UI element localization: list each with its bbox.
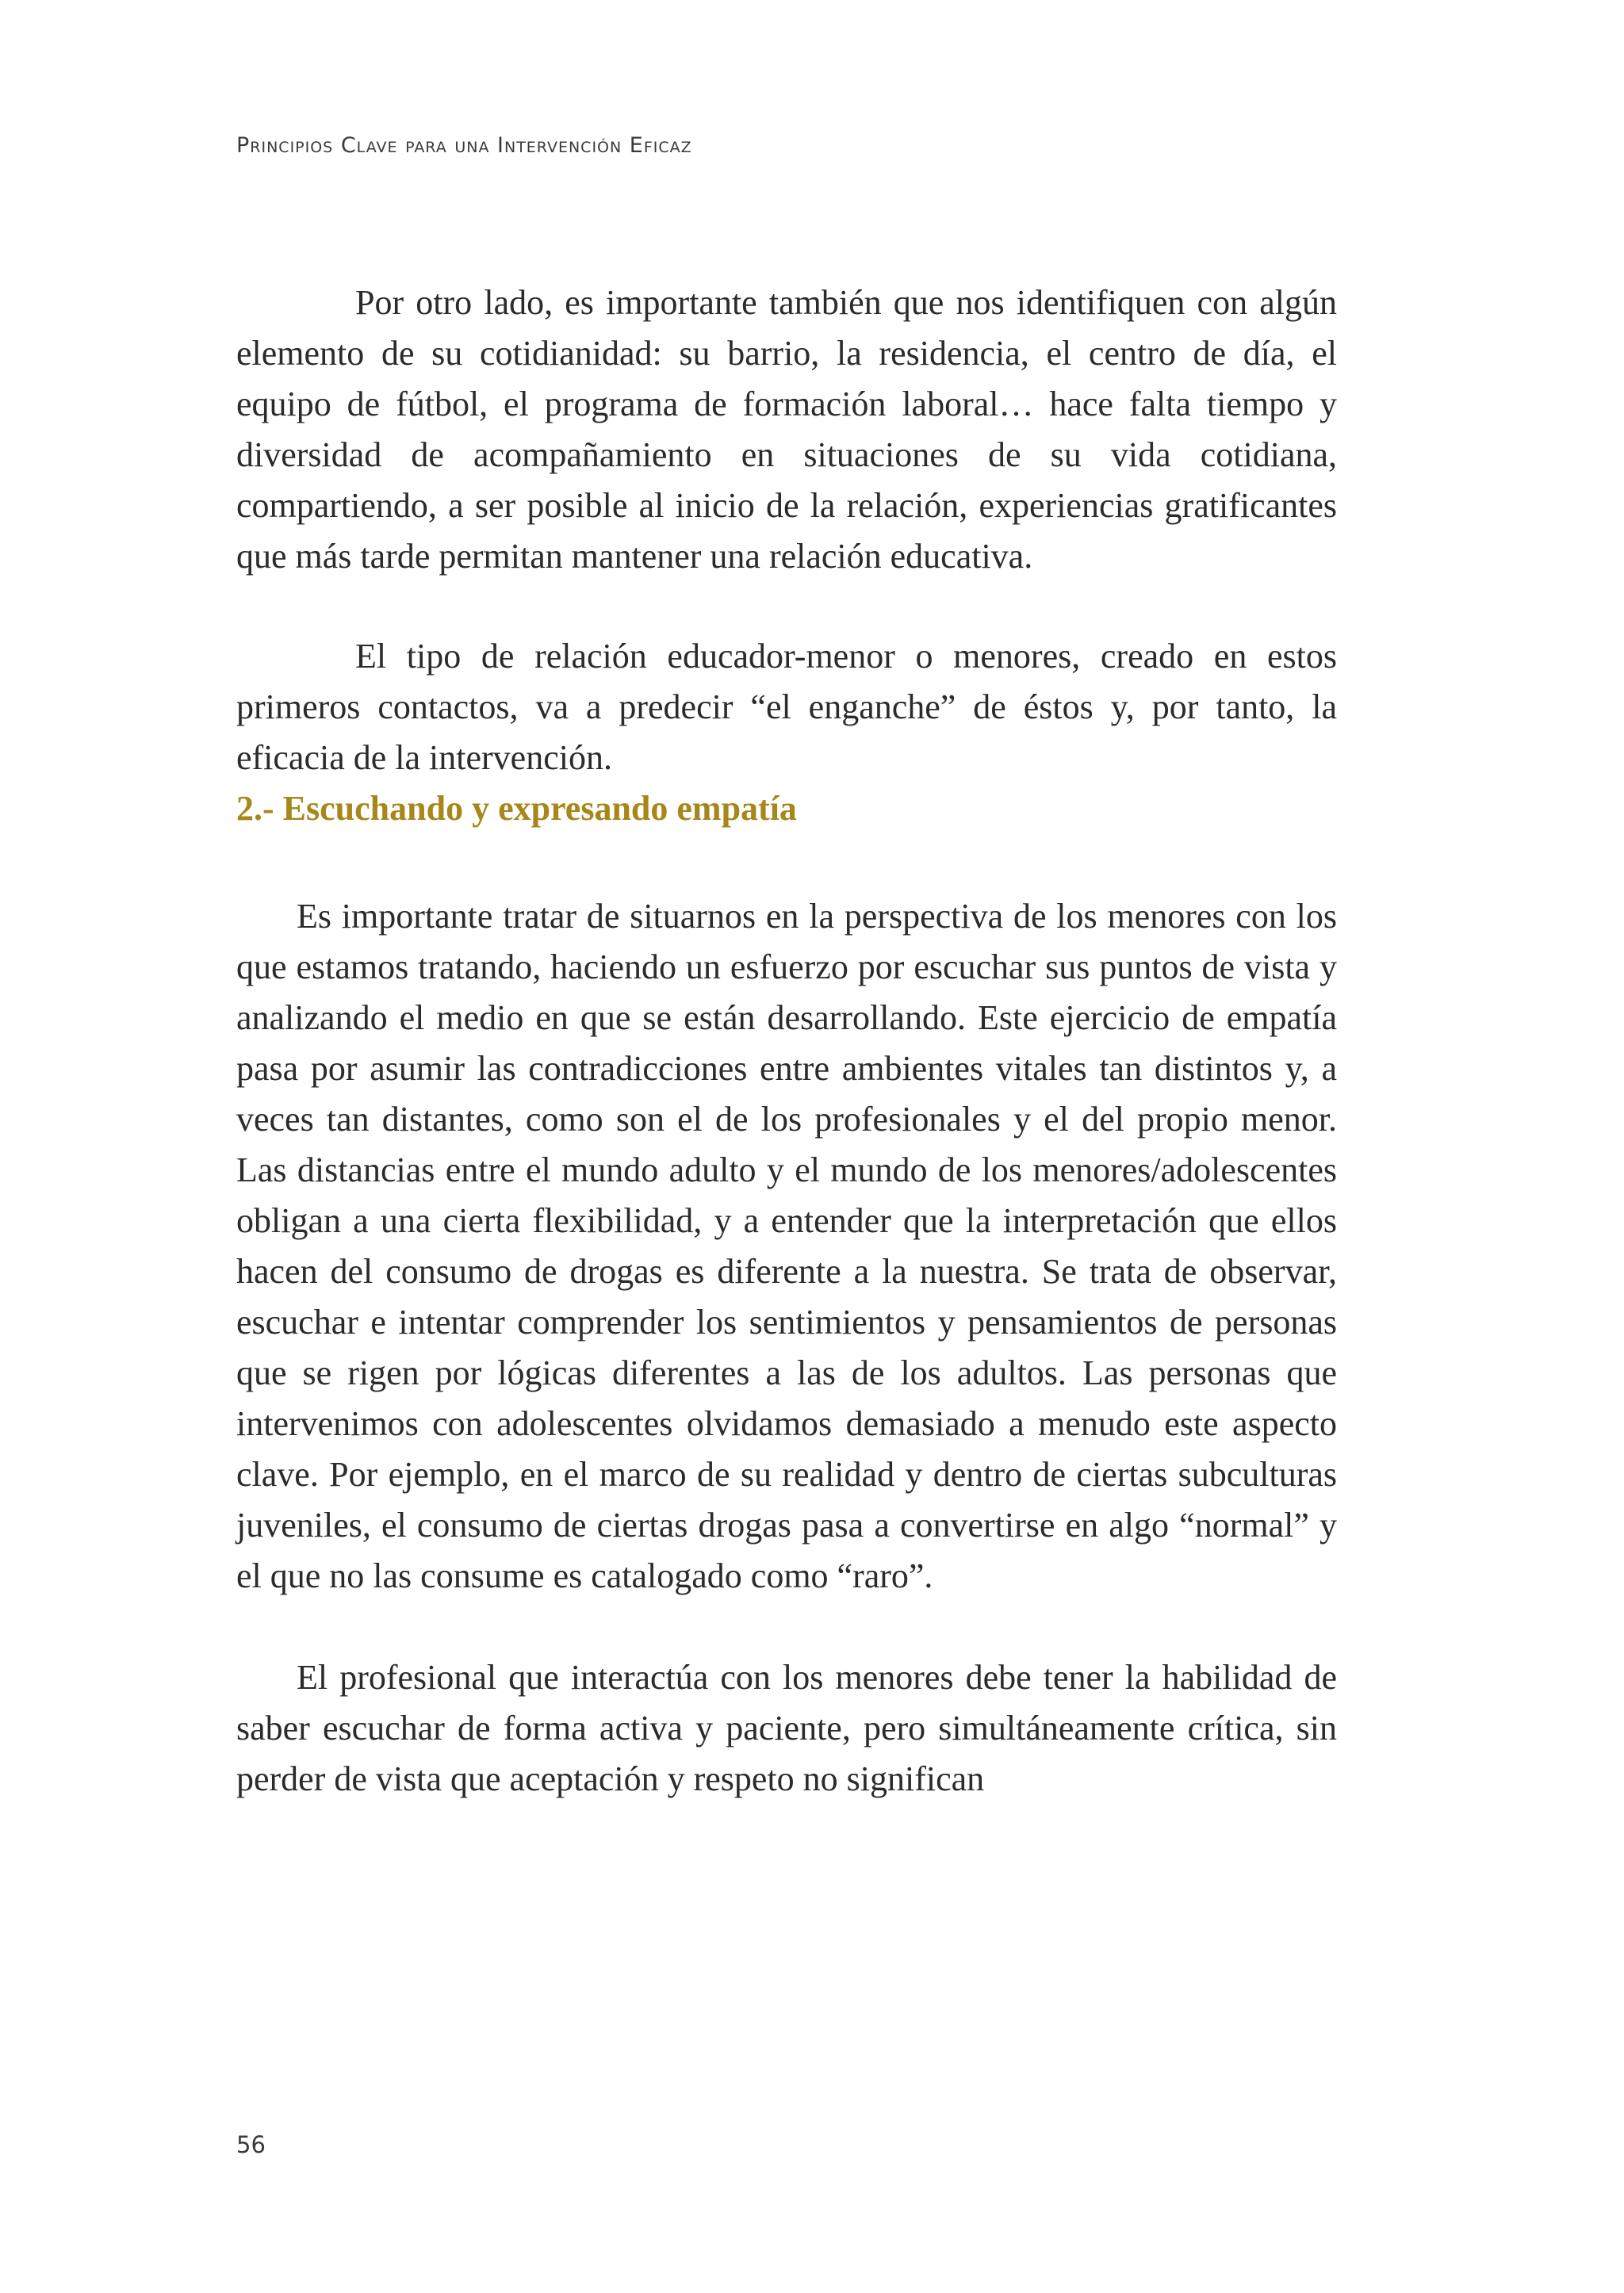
body-paragraph-4: El profesional que interactúa con los menores debe tener la habilidad de saber escuchar de forma activa y paciente, pero simultáneamente crítica, sin perder de vista que aceptación y respeto no significan: [236, 1658, 1337, 1798]
body-paragraph-1: Por otro lado, es importante también que nos identifiquen con algún elemento de su cotidianidad: su barrio, la residencia, el centro de día, el equipo de fútbol, el programa de formación laboral… hace falta tiempo y diversidad de acompañamiento en situaciones de su vida cotidiana, compartiendo, a ser posible al inicio de la relación, experiencias gratificantes que más tarde permitan mantener una relación educativa.: [236, 283, 1337, 576]
body-paragraph-3: Es importante tratar de situarnos en la perspectiva de los menores con los que estamos tratando, haciendo un esfuerzo por escuchar sus puntos de vista y analizando el medio en que se están desarrollando. Este ejercicio de empatía pasa por asumir las contradicciones entre ambientes vitales tan distintos y, a veces tan distantes, como son el de los profesionales y el del propio menor. Las distancias entre el mundo adulto y el mundo de los menores/adolescentes obligan a una cierta flexibilidad, y a entender que la interpretación que ellos hacen del consumo de drogas es diferente a la nuestra. Se trata de observar, escuchar e intentar comprender los sentimientos y pensamientos de personas que se rigen por lógicas diferentes a las de los adultos. Las personas que intervenimos con adolescentes olvidamos demasiado a menudo este aspecto clave. Por ejemplo, en el marco de su realidad y dentro de ciertas subculturas juveniles, el consumo de ciertas drogas pasa a convertirse en algo “normal” y el que no las consume es catalogado como “raro”.: [236, 897, 1337, 1595]
page-number: 56: [236, 2131, 266, 2158]
section-heading: 2.- Escuchando y expresando empatía: [236, 789, 797, 828]
body-paragraph-2: El tipo de relación educador-menor o menores, creado en estos primeros contactos, va a predecir “el enganche” de éstos y, por tanto, la eficacia de la intervención.: [236, 637, 1337, 777]
page-body: [236, 278, 1337, 1805]
running-header-title: Principios Clave para una Intervención Eficaz: [236, 133, 692, 158]
